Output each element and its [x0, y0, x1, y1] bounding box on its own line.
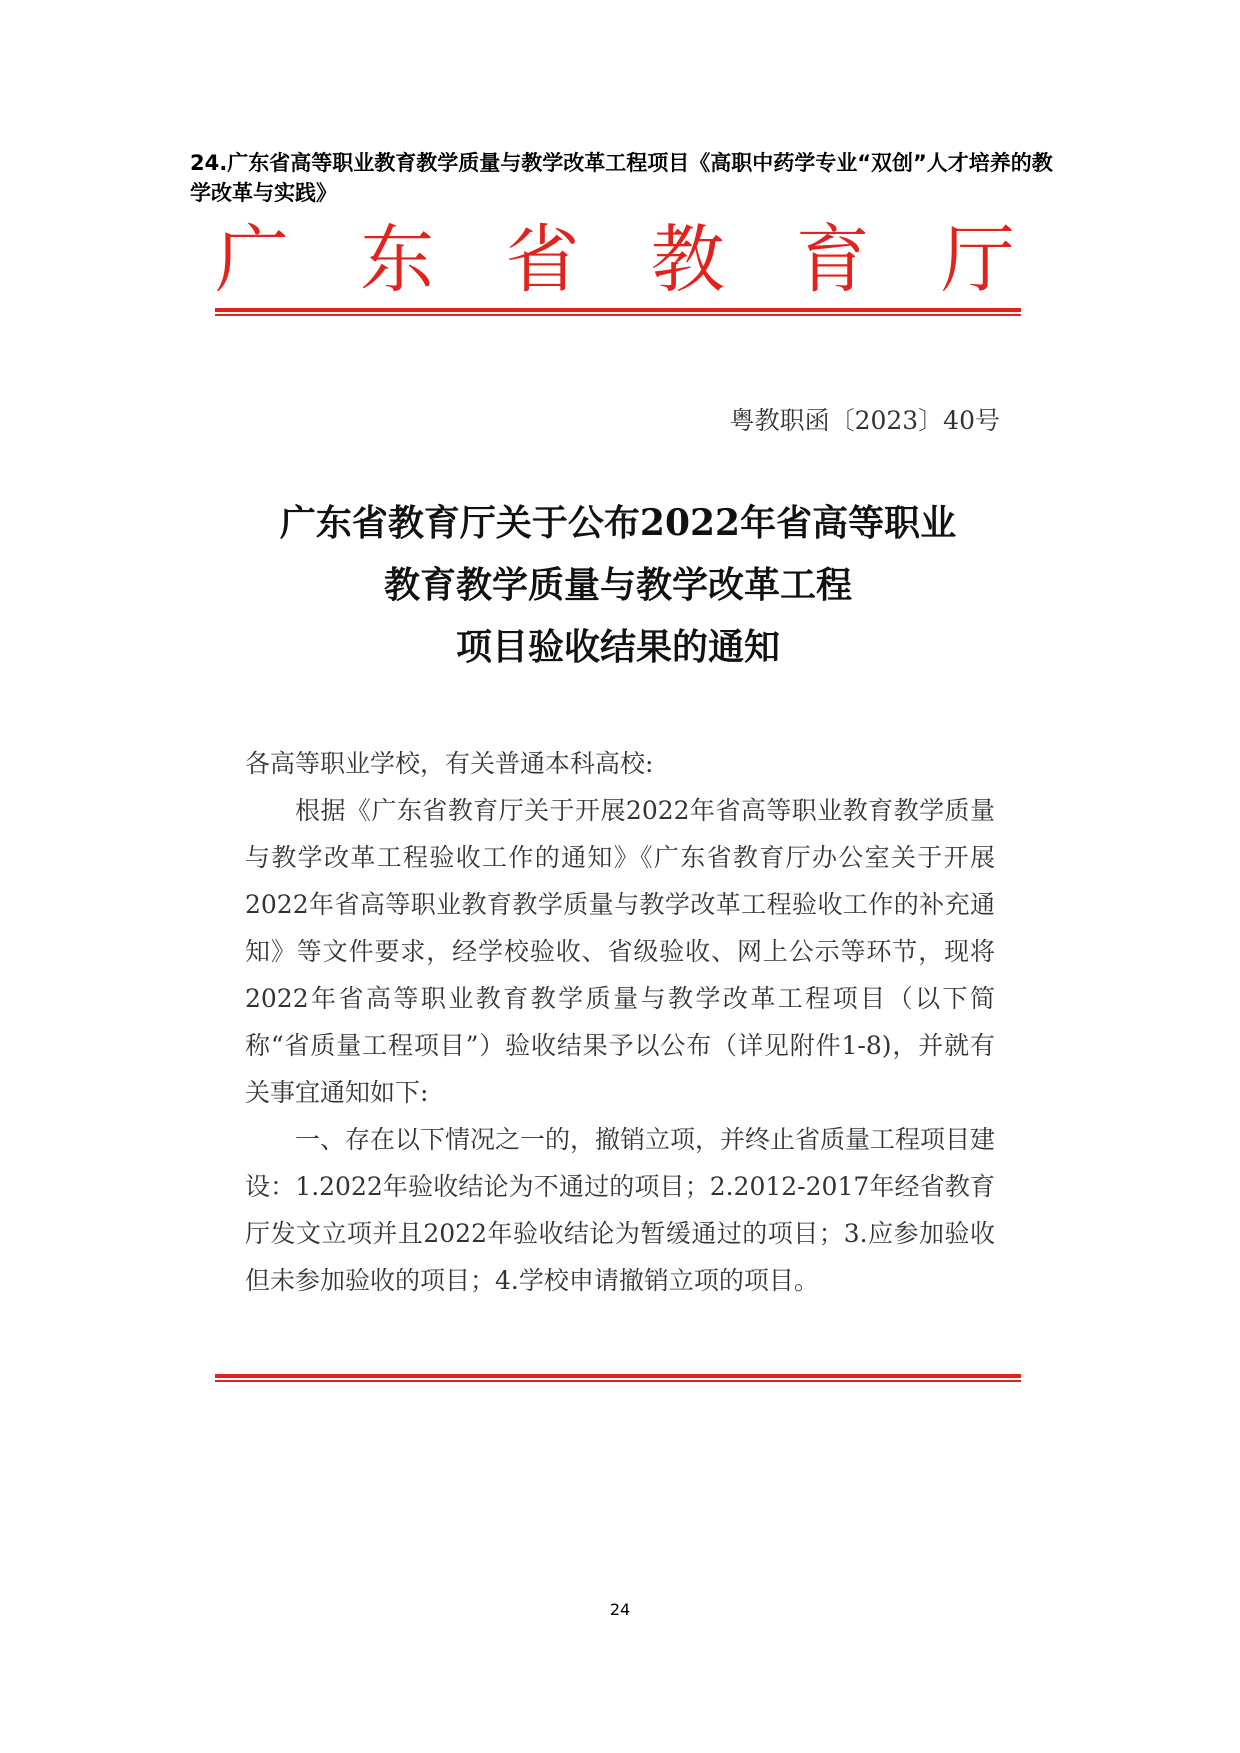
body-paragraph: 一、存在以下情况之一的，撤销立项，并终止省质量工程项目建设：1.2022年验收结论为不通过的项目；2.2012-2017年经省教育厅发文立项并且2022年验收结论为暂缓通过的项目；3.应参加验收但未参加验收的项目；4.学校申请撤销立项的项目。: [245, 1125, 996, 1295]
letterhead-char: 厅: [940, 217, 1015, 303]
title-line: 项目验收结果的通知: [455, 626, 780, 668]
section-heading: 24.广东省高等职业教育教学质量与教学改革工程项目《高职中药学专业“双创”人才培养的教学改革与实践》: [190, 151, 1053, 205]
title-line: 广东省教育厅关于公布2022年省高等职业: [279, 502, 957, 544]
footer-rule: [215, 1374, 1021, 1378]
footer-rule-thin: [215, 1380, 1021, 1382]
letterhead-char: 育: [795, 217, 870, 303]
letterhead-rule-thin: [215, 314, 1021, 316]
letterhead-rule: [215, 308, 1021, 312]
letterhead-char: 广: [215, 217, 289, 303]
letterhead-char: 教: [650, 217, 725, 303]
document-body: [245, 740, 995, 1304]
salutation: 各高等职业学校，有关普通本科高校:: [245, 749, 654, 778]
document-title: [215, 492, 1021, 678]
body-paragraph: 根据《广东省教育厅关于开展2022年省高等职业教育教学质量与教学改革工程验收工作的通知》《广东省教育厅办公室关于开展2022年省高等职业教育教学质量与教学改革工程验收工作的补充通知》等文件要求，经学校验收、省级验收、网上公示等环节，现将2022年省高等职业教育教学质量与教学改革工程项目（以下简称“省质量工程项目”）验收结果予以公布（详见附件1-8)，并就有关事宜通知如下:: [245, 796, 995, 1107]
title-line: 教育教学质量与教学改革工程: [383, 564, 852, 606]
letterhead-char: 省: [505, 217, 580, 303]
document-number: 粤教职函〔2023〕40号: [729, 406, 1000, 435]
letterhead-char: 东: [360, 217, 435, 303]
page-number: 24: [609, 1600, 631, 1619]
letterhead: [215, 215, 1015, 305]
